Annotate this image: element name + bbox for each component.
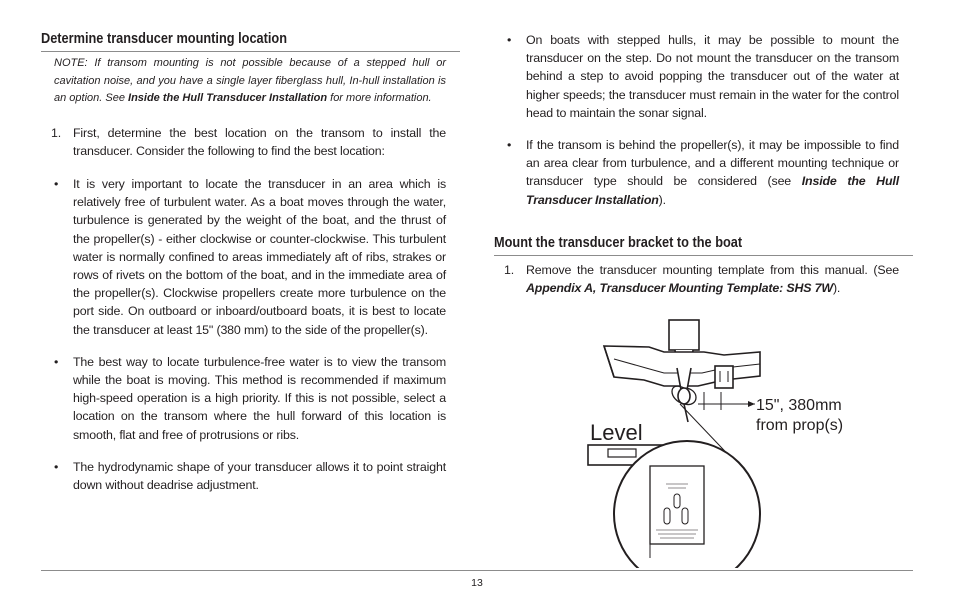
bullet-item-turbulence <box>41 175 460 339</box>
section-heading-mount-bracket: Mount the transducer bracket to the boat <box>494 234 743 251</box>
bullet-item-transom-behind-propeller <box>494 136 913 209</box>
motor-cowling <box>669 320 699 350</box>
bullet-item-view-transom <box>41 353 460 444</box>
distance-label-line-1: 15", 380mm <box>756 397 842 414</box>
note-paragraph <box>54 55 446 108</box>
right-column <box>494 31 913 297</box>
left-column <box>41 31 460 494</box>
bullet-item-hydrodynamic <box>41 458 460 494</box>
bullet-text: It is very important to locate the transducer in an area which is relatively free of turbulent water. As a boat moves through the water, turbulence is generated by the weight of the boat, and the thrust of the propeller(s) - either clockwise or counter-clockwise. This turbulent water is normally confined to areas immediately aft of ribs, strakes or rows of rivets on the bottom of the boat, and in the immediate area of the propeller(s). Clockwise propellers create more turbulence on the port side. On outboard or inboard/outboard boats, it is best to locate the transducer at least 15" (380 mm) to the side of the propeller(s). <box>73 176 446 337</box>
bullet-symbol: • <box>507 138 512 153</box>
cross-reference-appendix-a: Appendix A, Transducer Mounting Template: SHS 7W <box>526 281 833 296</box>
note-text: If transom mounting is not possible because of a stepped hull or cavitation noise, and you have a single layer fiberglass hull, In-hull installation is an option. See <box>54 57 446 104</box>
level-label: Level <box>590 420 643 445</box>
bullet-text-start: If the transom is behind the propeller(s), it may be impossible to find an area clear from turbulence, and a different mounting technique or transducer type should be considered (see <box>526 138 899 189</box>
bullet-text <box>526 136 899 209</box>
distance-label-line-2: from prop(s) <box>756 417 844 434</box>
step-1 <box>41 124 460 160</box>
bullet-text-end: ). <box>658 192 666 207</box>
level-bubble-vial <box>608 449 636 457</box>
step-number: 1. <box>504 262 515 277</box>
note-text-end: for more information. <box>327 92 432 104</box>
heading-rule <box>494 255 913 256</box>
page-number: 13 <box>471 577 483 589</box>
bullet-text: The best way to locate turbulence-free water is to view the transom while the boat is moving. This method is recommended if maximum high-speed operation is a high priority. If this is not possible, select a location on the transom where the hull forward of this location is smooth, flat and free of protrusions or ribs. <box>73 354 446 442</box>
note-label: NOTE: <box>54 57 88 69</box>
skeg <box>684 404 688 422</box>
cross-reference-in-hull: Inside the Hull Transducer Installation <box>526 174 899 207</box>
leader-arrow-icon <box>748 401 755 407</box>
step-1-remove-template <box>494 261 913 297</box>
transom-mounting-illustration <box>584 318 884 568</box>
footer-rule <box>41 570 913 571</box>
note-cross-reference: Inside the Hull Transducer Installation <box>128 92 328 104</box>
bullet-text: On boats with stepped hulls, it may be possible to mount the transducer on the step. Do not mount the transducer on the transom behind a step to avoid popping the transducer out of the water at higher speeds; the transducer must remain in the water for the control head to maintain the sonar signal. <box>526 33 899 120</box>
step-text: First, determine the best location on the transom to install the transducer. Consider the following to find the best location: <box>73 125 446 158</box>
bullet-symbol: • <box>507 33 512 47</box>
bullet-symbol: • <box>54 459 59 474</box>
step-number: 1. <box>51 125 62 140</box>
bullet-symbol: • <box>54 354 59 369</box>
step-text <box>526 261 899 297</box>
section-heading-mounting-location: Determine transducer mounting location <box>41 31 288 47</box>
bullet-text: The hydrodynamic shape of your transducer allows it to point straight down without deadrise adjustment. <box>73 459 446 492</box>
transducer-bracket <box>715 366 733 388</box>
propeller-hub <box>678 388 690 404</box>
step-text-start: Remove the transducer mounting template from this manual. (See <box>526 262 899 277</box>
bullet-symbol: • <box>54 176 59 191</box>
heading-rule <box>41 51 460 52</box>
mounting-template <box>650 466 704 544</box>
step-text-end: ). <box>832 281 841 296</box>
bullet-item-stepped-hulls <box>494 31 913 122</box>
